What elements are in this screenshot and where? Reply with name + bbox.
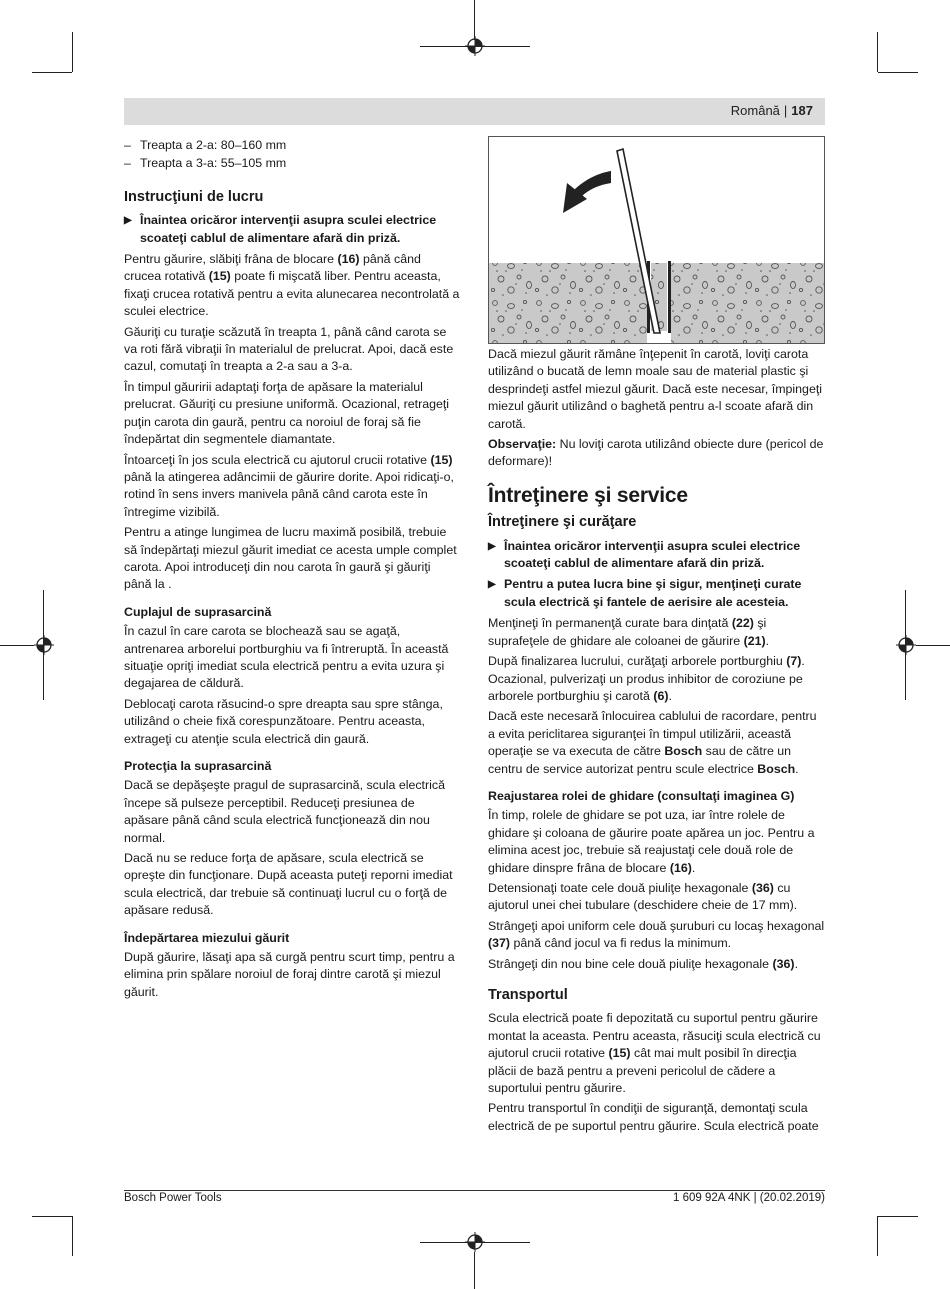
paragraph: Strângeţi apoi uniform cele două şuruburi cu locaş hexagonal (37) până când jocul va fi redus la minimum. <box>488 918 825 951</box>
paragraph: În cazul în care carota se blochează sau se agaţă, antrenarea arborelui portburghiu va fi întreruptă. În această situaţie opriţi imediat scula electrică pentru a evita uzura şi degajarea de căldură. <box>124 624 449 691</box>
paragraph: Pentru transportul în condiţii de siguranţă, demontaţi scula electrică de pe suportul pentru găurire. Scula electrică poate <box>488 1101 819 1133</box>
header-separator: | <box>783 103 788 118</box>
core-removal-illustration <box>488 136 825 344</box>
paragraph: În timp, rolele de ghidare se pot uza, iar între rolele de ghidare şi coloana de găurire poate apărea un joc. Pentru a elimina acest joc, trebuie să reajustaţi cele două role de ghidare dinspre frâna de blocare (16). <box>488 808 815 875</box>
section-heading: Transportul <box>488 987 568 1003</box>
crop-mark <box>32 72 72 73</box>
note-paragraph: Observaţie: Nu loviţi carota utilizând obiecte dure (pericol de deformare)! <box>488 437 824 469</box>
paragraph: În timpul găuririi adaptaţi forţa de apăsare la materialul prelucrat. Găuriţi cu presiune uniformă. Ocazional, retrageţi puţin carota din gaură, pentru ca noroiul de foraj să fie îndepărtat din segmentele diamantate. <box>124 379 450 447</box>
paragraph: Strângeţi din nou bine cele două piuliţe hexagonale (36). <box>488 956 799 971</box>
crop-mark <box>878 72 918 73</box>
crop-mark <box>877 32 878 72</box>
crop-mark <box>72 32 73 72</box>
subsection-heading: Protecţia la suprasarcină <box>124 759 272 773</box>
crop-mark <box>916 645 950 646</box>
footer-brand: Bosch Power Tools <box>124 1192 222 1204</box>
paragraph: Dacă este necesară înlocuirea cablului de racordare, pentru a evita periclitarea siguranţei în timpul utilizării, această operaţie se va executa de către Bosch sau de către un centru de service autorizat pentru scule electrice Bosch. <box>488 709 817 776</box>
footer-divider <box>124 1190 825 1191</box>
paragraph: Dacă miezul găurit rămâne înţepenit în carotă, loviţi carota utilizând o bucată de lemn moale sau de material plastic şi desprindeţi astfel miezul găurit. Dacă este necesar, împingeţi miezul găurit utilizând o baghetă pentru a-l scoate afară din carotă. <box>488 347 823 431</box>
subsection-heading: Îndepărtarea miezului găurit <box>124 930 290 945</box>
paragraph: După găurire, lăsaţi apa să curgă pentru scurt timp, pentru a elimina prin spălare noroiul de foraj dintre carotă şi miezul găurit. <box>124 950 455 999</box>
paragraph: Scula electrică poate fi depozitată cu suportul pentru găurire montat la aceasta. Pentru aceasta, răsuciţi scula electrică cu ajutorul crucii rotative (15) cât mai mult posibil în direcţia plăcii de bază pentru a preveni pericolul de cădere a suportului pentru găurire. <box>488 1011 821 1096</box>
paragraph: Detensionaţi toate cele două piuliţe hexagonale (36) cu ajutorul unei chei tubulare (deschidere cheie de 17 mm). <box>488 880 798 913</box>
crop-mark <box>0 645 34 646</box>
header-language: Română <box>730 103 780 118</box>
right-column <box>488 346 826 1138</box>
paragraph: Deblocaţi carota răsucind-o spre dreapta sau spre stânga, utilizând o cheie fixă corespunzătoare. Pentru aceasta, extrageţi cu atenţie scula electrică din gaură. <box>124 696 443 746</box>
paragraph: Menţineţi în permanenţă curate bara dinţată (22) şi suprafeţele de ghidare ale coloanei de găurire (21). <box>488 616 770 648</box>
crop-mark <box>32 1216 72 1217</box>
crop-mark <box>474 1252 475 1289</box>
subsection-heading: Reajustarea rolei de ghidare (consultaţi imaginea G) <box>488 788 795 803</box>
section-heading: Instrucţiuni de lucru <box>124 188 264 205</box>
triangle-arrow-icon: ▶ <box>488 540 496 552</box>
crop-mark <box>878 1216 918 1217</box>
paragraph: Pentru găurire, slăbiţi frâna de blocare (16) până când crucea rotativă (15) poate fi mişcată liber. Pentru aceasta, fixaţi crucea rotativă pentru a evita alunecarea necontrolată a sculei electrice. <box>124 252 460 319</box>
paragraph: Găuriţi cu turaţie scăzută în treapta 1, până când carota se va roti fără vibraţii în materialul de prelucrat. Apoi, dacă este cazul, comutaţi în treapta a 2-a sau a 3-a. <box>124 324 454 374</box>
illustration-graphic <box>489 137 824 343</box>
paragraph: Dacă se depăşeşte pragul de suprasarcină, scula electrică începe să pulseze perceptibil. Reduceţi presiunea de apăsare până când scula electrică funcţionează din nou normal. <box>124 778 445 845</box>
crop-mark <box>877 1216 878 1256</box>
warning-item: ▶ Înaintea oricăror intervenţii asupra sculei electrice scoateţi cablul de alimentare afară din priză. <box>124 213 437 245</box>
registration-mark-icon <box>465 1232 485 1252</box>
registration-mark-icon <box>465 36 485 56</box>
crop-mark <box>72 1216 73 1256</box>
warning-item: ▶ Înaintea oricăror intervenţii asupra sculei electrice scoateţi cablul de alimentare afară din priză. <box>488 538 801 571</box>
paragraph: Pentru a atinge lungimea de lucru maximă posibilă, trebuie să îndepărtaţi miezul găurit imediat ce acesta umple complet carota. Apoi introduceţi din nou carota în gaură şi găuriţi până la . <box>124 525 457 592</box>
footer-doc-id: 1 609 92A 4NK | (20.02.2019) <box>673 1192 825 1204</box>
list-item: – Treapta a 2-a: 80–160 mm <box>124 138 287 152</box>
section-heading: Întreţinere şi curăţare <box>488 514 637 531</box>
list-item: – Treapta a 3-a: 55–105 mm <box>124 156 287 171</box>
registration-mark-icon <box>896 635 916 655</box>
warning-item: ▶ Pentru a putea lucra bine şi sigur, menţineţi curate scula electrică şi fantele de aerisire ale acesteia. <box>488 577 802 609</box>
registration-mark-icon <box>34 635 54 655</box>
subsection-heading: Cuplajul de suprasarcină <box>124 604 272 619</box>
page-header <box>124 98 825 125</box>
crop-mark <box>474 0 475 40</box>
left-column <box>124 137 461 1004</box>
triangle-arrow-icon: ▶ <box>124 215 132 227</box>
paragraph: Întoarceţi în jos scula electrică cu ajutorul crucii rotative (15) până la atingerea adâncimii de găurire dorite. Apoi ridicaţi-o, rotind în sens invers manivela până când carota este în întregime vizibilă. <box>124 452 454 519</box>
page-number: 187 <box>791 103 813 118</box>
paragraph: Dacă nu se reduce forţa de apăsare, scula electrică se opreşte din funcţionare. După aceasta puteţi reporni imediat scula electrică, dar trebuie să continuaţi lucrul cu o forţă de apăsare redusă. <box>124 851 453 918</box>
chapter-heading: Întreţinere şi service <box>488 483 688 507</box>
triangle-arrow-icon: ▶ <box>488 579 496 591</box>
paragraph: După finalizarea lucrului, curăţaţi arborele portburghiu (7). Ocazional, pulverizaţi un produs inhibitor de coroziune pe arborele portburghiu şi carotă (6). <box>488 654 805 703</box>
header-label <box>731 103 813 118</box>
